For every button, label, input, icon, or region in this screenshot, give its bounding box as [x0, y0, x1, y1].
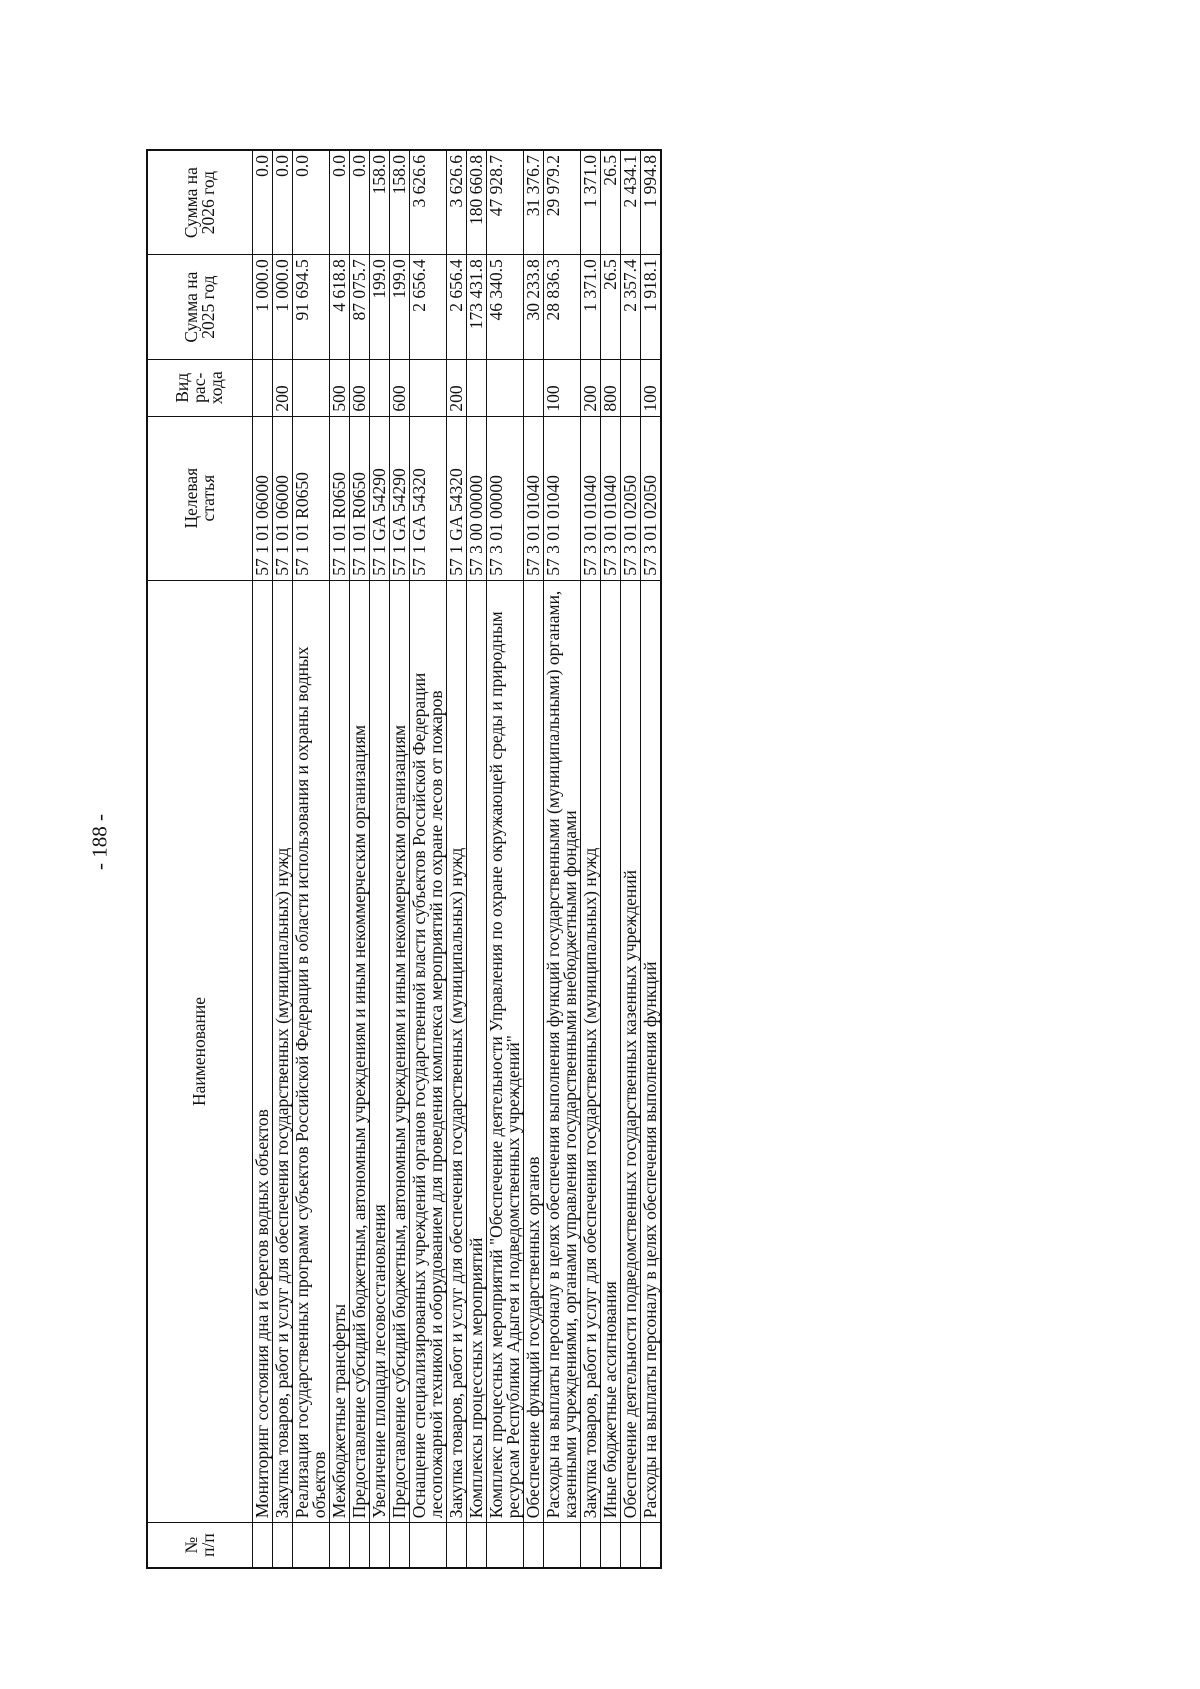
- cell-code: 57 1 GA 54320: [409, 416, 446, 580]
- cell-sum-2025: 30 233.8: [523, 255, 543, 360]
- cell-name: Предоставление субсидий бюджетным, автономным учреждениям и иным некоммерческим организациям: [349, 580, 369, 1523]
- cell-num: [620, 1523, 640, 1568]
- table-header-row: [147, 150, 252, 1568]
- cell-code: 57 1 01 R0650: [292, 416, 329, 580]
- table-row: [409, 150, 446, 1568]
- cell-sum-2026: 31 376.7: [523, 150, 543, 255]
- cell-num: [409, 1523, 446, 1568]
- header-code: Целевая статья: [147, 416, 252, 580]
- table-row: [272, 150, 292, 1568]
- table-row: [466, 150, 486, 1568]
- cell-vid: [466, 359, 486, 416]
- cell-vid: [486, 359, 523, 416]
- cell-name: Мониторинг состояния дна и берегов водных объектов: [252, 580, 272, 1523]
- cell-vid: 500: [329, 359, 349, 416]
- cell-sum-2026: 0.0: [272, 150, 292, 255]
- cell-code: 57 3 01 01040: [543, 416, 580, 580]
- cell-num: [389, 1523, 409, 1568]
- cell-num: [349, 1523, 369, 1568]
- cell-sum-2026: 3 626.6: [446, 150, 466, 255]
- cell-vid: 200: [580, 359, 600, 416]
- cell-sum-2025: 26.5: [600, 255, 620, 360]
- cell-code: 57 1 01 06000: [272, 416, 292, 580]
- cell-sum-2026: 180 660.8: [466, 150, 486, 255]
- cell-sum-2025: 4 618.8: [329, 255, 349, 360]
- cell-code: 57 1 01 R0650: [329, 416, 349, 580]
- cell-sum-2025: 87 075.7: [349, 255, 369, 360]
- cell-sum-2026: 29 979.2: [543, 150, 580, 255]
- cell-name: Расходы на выплаты персоналу в целях обеспечения выполнения функций государственными (муниципальными) органами, казенными учреждениями, органами управления государственными внебюджетными фондами: [543, 580, 580, 1523]
- cell-vid: [292, 359, 329, 416]
- cell-code: 57 1 GA 54290: [369, 416, 389, 580]
- cell-name: Увеличение площади лесовосстановления: [369, 580, 389, 1523]
- cell-code: 57 3 01 01040: [523, 416, 543, 580]
- cell-code: 57 3 01 02050: [640, 416, 661, 580]
- cell-name: Закупка товаров, работ и услуг для обеспечения государственных (муниципальных) нужд: [446, 580, 466, 1523]
- cell-name: Закупка товаров, работ и услуг для обеспечения государственных (муниципальных) нужд: [272, 580, 292, 1523]
- cell-num: [640, 1523, 661, 1568]
- table-row: [543, 150, 580, 1568]
- table-row: [600, 150, 620, 1568]
- cell-vid: 600: [389, 359, 409, 416]
- cell-num: [446, 1523, 466, 1568]
- table-row: [486, 150, 523, 1568]
- cell-code: 57 1 01 R0650: [349, 416, 369, 580]
- cell-name: Обеспечение деятельности подведомственных государственных казенных учреждений: [620, 580, 640, 1523]
- cell-name: Расходы на выплаты персоналу в целях обеспечения выполнения функций: [640, 580, 661, 1523]
- cell-code: 57 3 01 00000: [486, 416, 523, 580]
- cell-code: 57 1 GA 54290: [389, 416, 409, 580]
- table-row: [446, 150, 466, 1568]
- header-sum-2025: Сумма на 2025 год: [147, 255, 252, 360]
- cell-num: [329, 1523, 349, 1568]
- cell-sum-2025: 199.0: [369, 255, 389, 360]
- header-sum-2026: Сумма на 2026 год: [147, 150, 252, 255]
- cell-vid: 200: [272, 359, 292, 416]
- cell-vid: [523, 359, 543, 416]
- cell-sum-2025: 2 656.4: [446, 255, 466, 360]
- table-row: [620, 150, 640, 1568]
- table-row: [329, 150, 349, 1568]
- cell-sum-2026: 0.0: [292, 150, 329, 255]
- cell-num: [272, 1523, 292, 1568]
- cell-vid: 100: [640, 359, 661, 416]
- cell-num: [523, 1523, 543, 1568]
- budget-table-container: [146, 149, 1066, 1569]
- header-name: Наименование: [147, 580, 252, 1523]
- cell-sum-2026: 158.0: [369, 150, 389, 255]
- cell-name: Иные бюджетные ассигнования: [600, 580, 620, 1523]
- table-row: [580, 150, 600, 1568]
- cell-code: 57 3 01 01040: [580, 416, 600, 580]
- cell-num: [580, 1523, 600, 1568]
- cell-num: [466, 1523, 486, 1568]
- header-vid: Вид рас- хода: [147, 359, 252, 416]
- cell-sum-2026: 1 371.0: [580, 150, 600, 255]
- budget-table: [146, 149, 662, 1569]
- cell-code: 57 3 01 01040: [600, 416, 620, 580]
- header-num: № п/п: [147, 1523, 252, 1568]
- cell-vid: [252, 359, 272, 416]
- table-row: [349, 150, 369, 1568]
- cell-sum-2025: 46 340.5: [486, 255, 523, 360]
- table-row: [369, 150, 389, 1568]
- cell-sum-2025: 173 431.8: [466, 255, 486, 360]
- table-row: [292, 150, 329, 1568]
- cell-vid: 100: [543, 359, 580, 416]
- cell-code: 57 3 00 00000: [466, 416, 486, 580]
- cell-sum-2026: 2 434.1: [620, 150, 640, 255]
- cell-vid: [409, 359, 446, 416]
- cell-num: [543, 1523, 580, 1568]
- table-row: [252, 150, 272, 1568]
- cell-sum-2025: 28 836.3: [543, 255, 580, 360]
- cell-num: [252, 1523, 272, 1568]
- cell-sum-2025: 2 357.4: [620, 255, 640, 360]
- cell-code: 57 3 01 02050: [620, 416, 640, 580]
- cell-vid: [369, 359, 389, 416]
- cell-num: [292, 1523, 329, 1568]
- cell-sum-2026: 0.0: [329, 150, 349, 255]
- cell-name: Реализация государственных программ субъектов Российской Федерации в области использования и охраны водных объектов: [292, 580, 329, 1523]
- cell-sum-2025: 199.0: [389, 255, 409, 360]
- cell-sum-2026: 3 626.6: [409, 150, 446, 255]
- cell-num: [600, 1523, 620, 1568]
- cell-name: Оснащение специализированных учреждений органов государственной власти субъектов Российской Федерации лесопожарной техникой и оборудованием для проведения комплекса мероприятий по охране лесов от пожаров: [409, 580, 446, 1523]
- cell-sum-2025: 1 000.0: [272, 255, 292, 360]
- cell-sum-2025: 1 371.0: [580, 255, 600, 360]
- cell-sum-2025: 91 694.5: [292, 255, 329, 360]
- table-row: [389, 150, 409, 1568]
- table-row: [640, 150, 661, 1568]
- cell-sum-2026: 47 928.7: [486, 150, 523, 255]
- cell-name: Комплексы процессных мероприятий: [466, 580, 486, 1523]
- cell-num: [486, 1523, 523, 1568]
- cell-name: Предоставление субсидий бюджетным, автономным учреждениям и иным некоммерческим организациям: [389, 580, 409, 1523]
- cell-vid: 600: [349, 359, 369, 416]
- cell-name: Межбюджетные трансферты: [329, 580, 349, 1523]
- cell-name: Обеспечение функций государственных органов: [523, 580, 543, 1523]
- cell-code: 57 1 01 06000: [252, 416, 272, 580]
- cell-sum-2026: 0.0: [349, 150, 369, 255]
- cell-code: 57 1 GA 54320: [446, 416, 466, 580]
- cell-sum-2026: 0.0: [252, 150, 272, 255]
- page-number: - 188 -: [87, 814, 112, 870]
- cell-sum-2026: 26.5: [600, 150, 620, 255]
- cell-sum-2025: 1 918.1: [640, 255, 661, 360]
- cell-sum-2025: 1 000.0: [252, 255, 272, 360]
- cell-sum-2026: 158.0: [389, 150, 409, 255]
- table-row: [523, 150, 543, 1568]
- cell-sum-2026: 1 994.8: [640, 150, 661, 255]
- cell-name: Закупка товаров, работ и услуг для обеспечения государственных (муниципальных) нужд: [580, 580, 600, 1523]
- cell-sum-2025: 2 656.4: [409, 255, 446, 360]
- cell-name: Комплекс процессных мероприятий "Обеспечение деятельности Управления по охране окружающей среды и природным ресурсам Республики Адыгея и подведомственных учреждений": [486, 580, 523, 1523]
- cell-vid: 200: [446, 359, 466, 416]
- cell-vid: 800: [600, 359, 620, 416]
- cell-vid: [620, 359, 640, 416]
- cell-num: [369, 1523, 389, 1568]
